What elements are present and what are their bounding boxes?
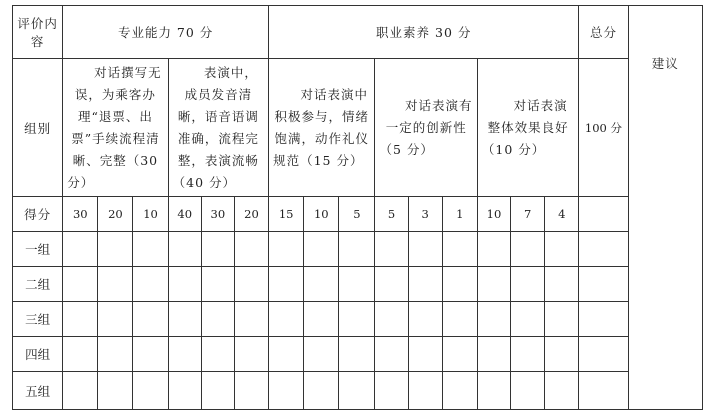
score-cell[interactable] [375, 337, 408, 372]
score-cell[interactable] [269, 337, 304, 372]
score-cell[interactable] [234, 232, 268, 267]
score-cell[interactable] [477, 267, 510, 302]
total-score-value: 100 分 [579, 59, 628, 197]
score-cell[interactable] [442, 232, 477, 267]
group-name: 五组 [13, 372, 63, 410]
score-cell[interactable] [234, 302, 268, 337]
score-level-cell: 5 [339, 197, 375, 232]
score-cell[interactable] [234, 267, 268, 302]
group-name: 三组 [13, 302, 63, 337]
score-cell[interactable] [168, 372, 201, 410]
score-cell[interactable] [442, 267, 477, 302]
score-cell[interactable] [201, 232, 234, 267]
score-cell[interactable] [511, 337, 545, 372]
total-cell[interactable] [579, 302, 628, 337]
score-cell[interactable] [98, 372, 133, 410]
group-name: 一组 [13, 232, 63, 267]
score-cell[interactable] [545, 372, 579, 410]
score-cell[interactable] [168, 232, 201, 267]
score-cell[interactable] [201, 337, 234, 372]
score-cell[interactable] [98, 337, 133, 372]
score-cell[interactable] [511, 267, 545, 302]
score-level-cell: 20 [98, 197, 133, 232]
total-cell[interactable] [579, 232, 628, 267]
evaluation-table [12, 5, 703, 410]
score-level-cell: 20 [234, 197, 268, 232]
score-cell[interactable] [408, 337, 442, 372]
score-level-cell: 10 [133, 197, 168, 232]
score-cell[interactable] [339, 302, 375, 337]
score-cell[interactable] [133, 302, 168, 337]
score-level-cell: 3 [408, 197, 442, 232]
score-row [13, 197, 703, 232]
score-cell[interactable] [98, 302, 133, 337]
score-cell[interactable] [168, 267, 201, 302]
score-cell[interactable] [201, 372, 234, 410]
score-label: 得分 [13, 197, 63, 232]
score-cell[interactable] [63, 372, 98, 410]
group-row [13, 302, 703, 337]
score-cell[interactable] [269, 372, 304, 410]
score-level-cell: 4 [545, 197, 579, 232]
professional-quality-header: 职业素养 30 分 [269, 6, 579, 59]
score-cell[interactable] [375, 372, 408, 410]
score-cell[interactable] [63, 267, 98, 302]
score-cell[interactable] [133, 372, 168, 410]
score-cell[interactable] [339, 267, 375, 302]
score-cell[interactable] [133, 267, 168, 302]
score-cell[interactable] [477, 337, 510, 372]
criterion-dialogue-writing: 对话撰写无误，为乘客办理“退票、出票”手续流程清晰、完整（30 分） [63, 59, 168, 197]
score-cell[interactable] [304, 372, 339, 410]
score-cell[interactable] [511, 302, 545, 337]
score-cell[interactable] [63, 337, 98, 372]
group-row [13, 372, 703, 410]
header-row [13, 6, 703, 59]
criterion-participation: 对话表演中积极参与，情绪饱满，动作礼仪规范（15 分） [269, 59, 375, 197]
score-cell[interactable] [511, 372, 545, 410]
score-cell[interactable] [477, 372, 510, 410]
score-cell[interactable] [269, 302, 304, 337]
score-cell[interactable] [269, 267, 304, 302]
score-cell[interactable] [304, 302, 339, 337]
score-cell[interactable] [304, 232, 339, 267]
score-cell[interactable] [168, 337, 201, 372]
score-level-cell: 7 [511, 197, 545, 232]
criterion-creativity: 对话表演有一定的创新性（5 分） [375, 59, 477, 197]
score-cell[interactable] [442, 372, 477, 410]
score-cell[interactable] [98, 267, 133, 302]
group-label: 组别 [13, 59, 63, 197]
score-level-cell: 30 [201, 197, 234, 232]
score-cell[interactable] [442, 337, 477, 372]
score-cell[interactable] [375, 232, 408, 267]
score-cell[interactable] [408, 372, 442, 410]
score-cell[interactable] [477, 232, 510, 267]
score-cell[interactable] [442, 302, 477, 337]
score-level-cell: 5 [375, 197, 408, 232]
group-row [13, 232, 703, 267]
score-cell[interactable] [477, 302, 510, 337]
score-cell[interactable] [339, 372, 375, 410]
professional-ability-header: 专业能力 70 分 [63, 6, 269, 59]
score-cell[interactable] [234, 337, 268, 372]
score-level-cell: 40 [168, 197, 201, 232]
score-cell[interactable] [234, 372, 268, 410]
score-cell[interactable] [511, 232, 545, 267]
group-row [13, 337, 703, 372]
group-row [13, 267, 703, 302]
criterion-performance: 表演中，成员发音清晰，语音语调准确，流程完整，表演流畅（40 分） [168, 59, 268, 197]
score-cell[interactable] [98, 232, 133, 267]
score-level-cell: 15 [269, 197, 304, 232]
total-empty-cell [579, 197, 628, 232]
total-score-header: 总分 [579, 6, 628, 59]
score-cell[interactable] [304, 267, 339, 302]
score-cell[interactable] [133, 232, 168, 267]
total-cell[interactable] [579, 337, 628, 372]
score-level-cell: 1 [442, 197, 477, 232]
score-cell[interactable] [408, 267, 442, 302]
score-cell[interactable] [269, 232, 304, 267]
score-cell[interactable] [201, 267, 234, 302]
score-cell[interactable] [339, 337, 375, 372]
group-name: 二组 [13, 267, 63, 302]
criteria-row [13, 59, 703, 197]
group-name: 四组 [13, 337, 63, 372]
score-cell[interactable] [408, 302, 442, 337]
score-cell[interactable] [339, 232, 375, 267]
score-cell[interactable] [545, 302, 579, 337]
score-cell[interactable] [545, 232, 579, 267]
score-cell[interactable] [375, 267, 408, 302]
score-cell[interactable] [408, 232, 442, 267]
score-cell[interactable] [304, 337, 339, 372]
total-cell[interactable] [579, 372, 628, 410]
score-cell[interactable] [545, 337, 579, 372]
advice-header: 建议 [628, 6, 702, 410]
score-cell[interactable] [168, 302, 201, 337]
score-level-cell: 10 [304, 197, 339, 232]
score-level-cell: 10 [477, 197, 510, 232]
score-level-cell: 30 [63, 197, 98, 232]
criterion-overall-effect: 对话表演整体效果良好（10 分） [477, 59, 578, 197]
score-cell[interactable] [63, 232, 98, 267]
eval-content-label: 评价内容 [13, 6, 63, 59]
total-cell[interactable] [579, 267, 628, 302]
score-cell[interactable] [133, 337, 168, 372]
score-cell[interactable] [545, 267, 579, 302]
score-cell[interactable] [201, 302, 234, 337]
score-cell[interactable] [375, 302, 408, 337]
score-cell[interactable] [63, 302, 98, 337]
